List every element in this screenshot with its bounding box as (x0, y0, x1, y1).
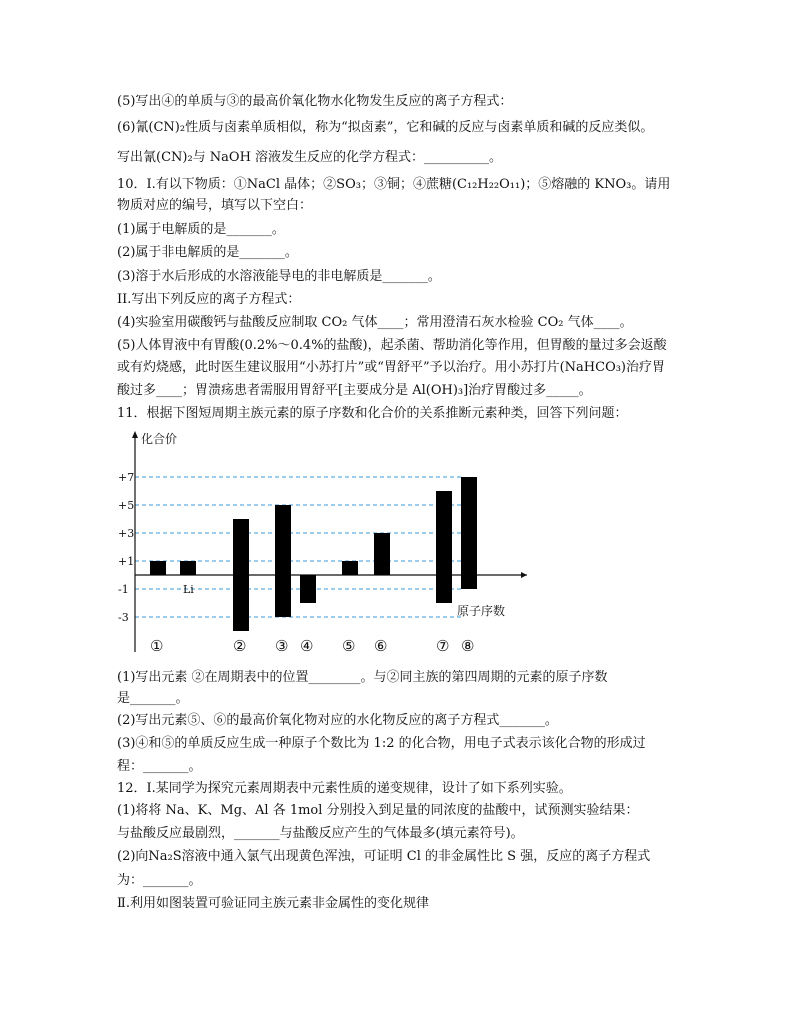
bar (436, 491, 452, 603)
text-line: 酸过多____；胃溃疡患者需服用胃舒平[主要成分是 Al(OH)₃]治疗胃酸过多_____。 (117, 383, 592, 398)
text-line: 物质对应的编号，填写以下空白： (117, 198, 313, 213)
y-tick-label: +7 (118, 471, 135, 484)
category-label: ③ (275, 637, 289, 655)
y-axis-label: 化合价 (141, 432, 178, 446)
text-line: (3)溶于水后形成的水溶液能导电的非电解质是_______。 (117, 269, 441, 284)
text-line: (1)写出元素 ②在周期表中的位置________。与②同主族的第四周期的元素的原子序数 (117, 670, 608, 685)
text-line: (5)写出④的单质与③的最高价氧化物水化物发生反应的离子方程式： (117, 94, 513, 109)
valence-chart (117, 428, 537, 658)
text-line: (3)④和⑤的单质反应生成一种原子个数比为 1:2 的化合物，用电子式表示该化合物的形成过 (117, 736, 646, 751)
text-line: (1)将将 Na、K、Mg、Al 各 1mol 分别投入到足量的同浓度的盐酸中，试预测实验结果： (117, 803, 639, 818)
text-line: 写出氰(CN)₂与 NaOH 溶液发生反应的化学方程式：__________。 (117, 150, 503, 165)
y-tick-label: -1 (118, 583, 129, 596)
category-label: ① (150, 637, 164, 655)
text-line: (4)实验室用碳酸钙与盐酸反应制取 CO₂ 气体____；常用澄清石灰水检验 CO₂ 气体____。 (117, 315, 633, 330)
bar (342, 561, 358, 575)
text-line: (6)氰(CN)₂性质与卤素单质相似，称为“拟卤素”，它和碱的反应与卤素单质和碱的反应类似。 (117, 120, 654, 135)
text-line: 为：_______。 (117, 873, 202, 888)
category-label: ⑤ (342, 637, 356, 655)
bar (461, 477, 477, 589)
text-line: II.写出下列反应的离子方程式： (117, 292, 301, 307)
y-tick-label: +5 (118, 499, 135, 512)
text-line: (5)人体胃液中有胃酸(0.2%～0.4%的盐酸)，起杀菌、帮助消化等作用，但胃酸的量过多会返酸 (117, 338, 667, 353)
y-tick-label: +1 (118, 555, 135, 568)
bar (150, 561, 166, 575)
text-line: 11．根据下图短周期主族元素的原子序数和化合价的关系推断元素种类，回答下列问题： (117, 406, 628, 421)
x-axis-label: 原子序数 (457, 604, 506, 618)
text-line: 与盐酸反应最剧烈，_______与盐酸反应产生的气体最多(填元素符号)。 (117, 826, 524, 841)
chart-svg (117, 428, 537, 658)
text-line: 10．I.有以下物质：①NaCl 晶体；②SO₃；③铜；④蔗糖(C₁₂H₂₂O₁₁)；⑤熔融的 KNO₃。请用 (117, 177, 671, 192)
bar (374, 533, 390, 575)
text-line: 12．I.某同学为探究元素周期表中元素性质的递变规律，设计了如下系列实验。 (117, 781, 572, 796)
text-line: 或有灼烧感，此时医生建议服用“小苏打片”或“胃舒平”予以治疗。用小苏打片(NaHCO₃)治疗胃 (117, 360, 666, 375)
text-line: (2)写出元素⑤、⑥的最高价氧化物对应的水化物反应的离子方程式_______。 (117, 713, 558, 728)
text-line: (2)属于非电解质的是_______。 (117, 245, 298, 260)
text-line: (2)向Na₂S溶液中通入氯气出现黄色浑浊，可证明 Cl 的非金属性比 S 强，反应的离子方程式 (117, 849, 651, 864)
y-tick-label: +3 (118, 527, 135, 540)
category-label: ⑧ (461, 637, 475, 655)
category-label: ④ (300, 637, 314, 655)
text-line: (1)属于电解质的是_______。 (117, 222, 285, 237)
bar (300, 575, 316, 603)
text-line: 程：_______。 (117, 759, 202, 774)
category-label: ⑥ (374, 637, 388, 655)
x-axis-arrow (521, 572, 527, 578)
bar (180, 561, 196, 575)
category-label: ⑦ (436, 637, 450, 655)
y-tick-label: -3 (118, 611, 129, 624)
text-line: 是_______。 (117, 691, 189, 706)
category-label: ② (233, 637, 247, 655)
y-axis-arrow (132, 431, 138, 438)
bar (275, 505, 291, 617)
bar-label-li: Li (183, 583, 194, 596)
bar (233, 519, 249, 631)
text-line: Ⅱ.利用如图装置可验证同主族元素非金属性的变化规律 (117, 896, 429, 911)
